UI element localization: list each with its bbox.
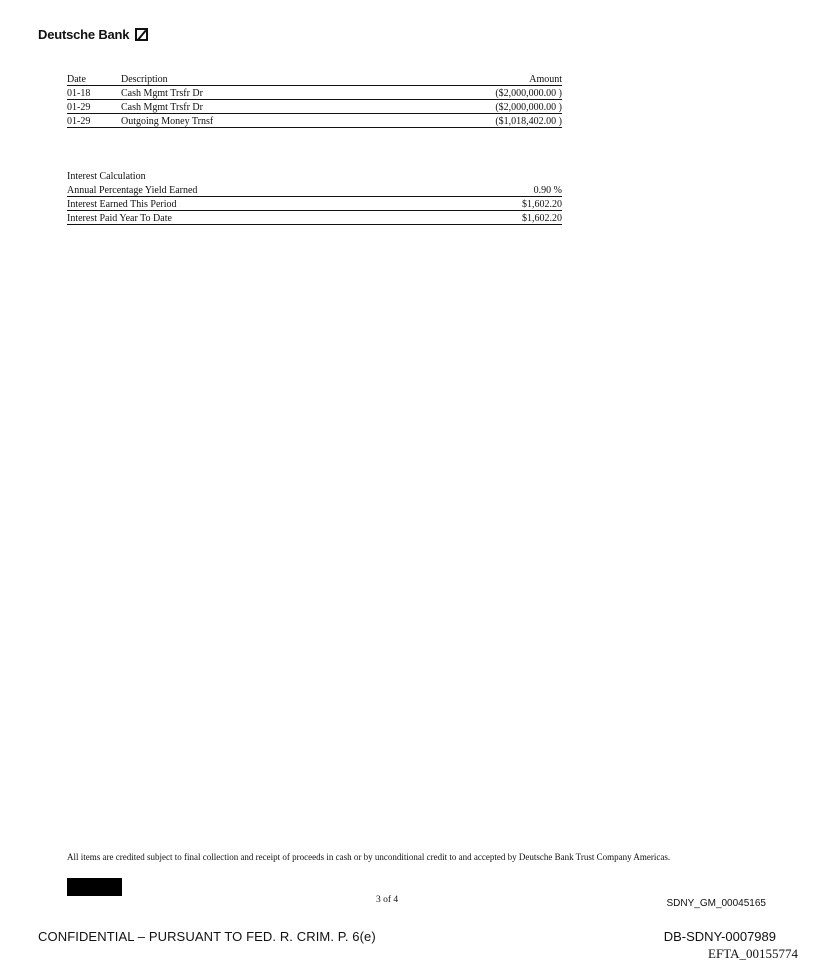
interest-value: $1,602.20 bbox=[522, 199, 562, 210]
bates-sdny: SDNY_GM_00045165 bbox=[666, 898, 766, 909]
row-date: 01-18 bbox=[67, 88, 91, 99]
row-description: Cash Mgmt Trsfr Dr bbox=[121, 88, 203, 99]
interest-value: 0.90 % bbox=[533, 185, 562, 196]
interest-calculation bbox=[67, 171, 562, 225]
confidential-notice: CONFIDENTIAL – PURSUANT TO FED. R. CRIM. P. 6(e) bbox=[38, 929, 376, 944]
col-date-header: Date bbox=[67, 74, 86, 85]
efta-number: EFTA_00155774 bbox=[708, 946, 798, 961]
table-row bbox=[67, 86, 562, 100]
row-amount: ($1,018,402.00 ) bbox=[495, 116, 562, 127]
interest-label: Annual Percentage Yield Earned bbox=[67, 185, 198, 196]
table-row bbox=[67, 100, 562, 114]
row-description: Outgoing Money Trnsf bbox=[121, 116, 214, 127]
bank-logo bbox=[38, 27, 148, 42]
table-header bbox=[67, 72, 562, 86]
db-number: DB-SDNY-0007989 bbox=[663, 929, 776, 944]
row-amount: ($2,000,000.00 ) bbox=[495, 88, 562, 99]
redaction-box bbox=[67, 878, 122, 896]
bank-name: Deutsche Bank bbox=[38, 27, 130, 42]
bank-logo-icon bbox=[135, 28, 148, 41]
col-description-header: Description bbox=[121, 74, 168, 85]
interest-label: Interest Earned This Period bbox=[67, 199, 177, 210]
row-description: Cash Mgmt Trsfr Dr bbox=[121, 102, 203, 113]
interest-row bbox=[67, 183, 562, 197]
interest-row bbox=[67, 197, 562, 211]
interest-value: $1,602.20 bbox=[522, 213, 562, 224]
transactions-table bbox=[67, 72, 562, 128]
interest-title: Interest Calculation bbox=[67, 171, 146, 182]
row-date: 01-29 bbox=[67, 116, 91, 127]
row-date: 01-29 bbox=[67, 102, 91, 113]
table-row bbox=[67, 114, 562, 128]
page-number: 3 of 4 bbox=[376, 895, 399, 905]
row-amount: ($2,000,000.00 ) bbox=[495, 102, 562, 113]
interest-row bbox=[67, 211, 562, 225]
footer-notice: All items are credited subject to final collection and receipt of proceeds in cash or by unconditional credit to and accepted by Deutsche Bank Trust Company Americas. bbox=[67, 852, 671, 862]
interest-label: Interest Paid Year To Date bbox=[67, 213, 172, 224]
col-amount-header: Amount bbox=[529, 74, 562, 85]
